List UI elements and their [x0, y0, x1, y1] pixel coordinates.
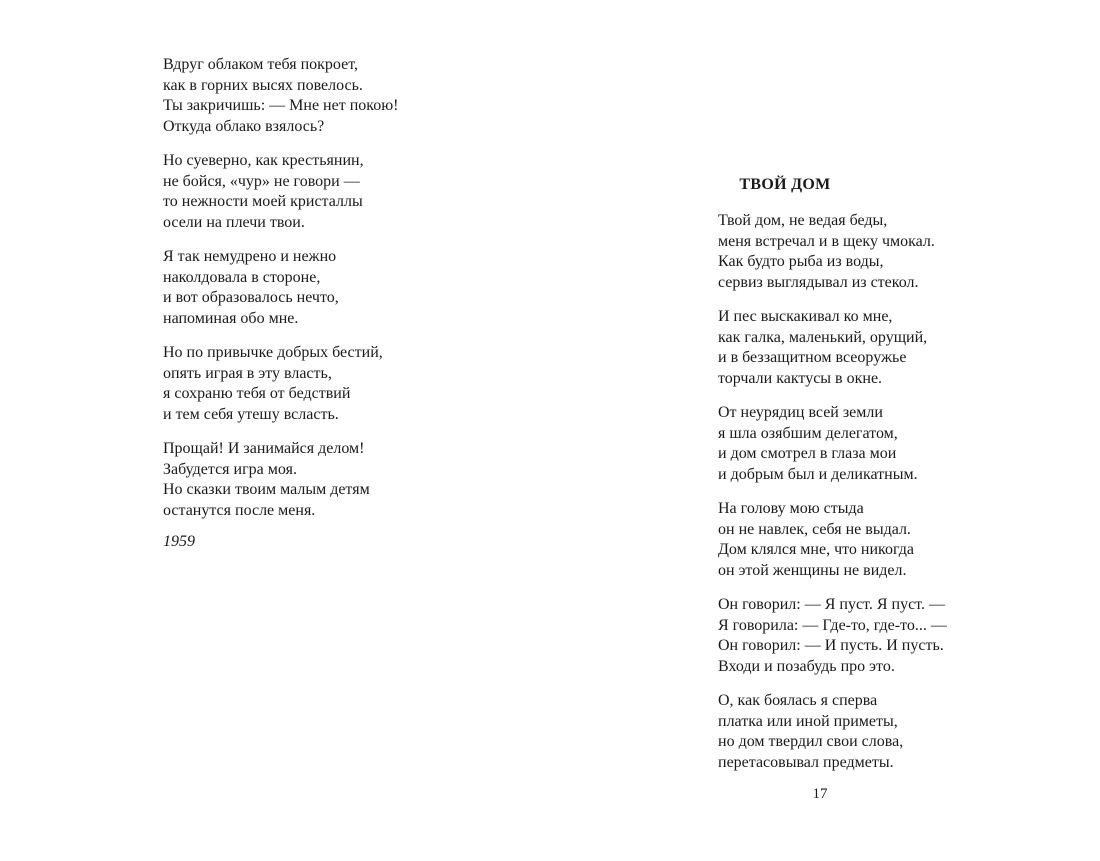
poem-line: Но суеверно, как крестьянин, [163, 152, 364, 169]
poem-line: наколдовала в стороне, [163, 268, 321, 286]
poem-line: О, как боялась я сперва [718, 692, 878, 709]
poem-year: 1959 [163, 533, 195, 550]
poem-line: осели на плечи твои. [163, 213, 305, 231]
stanza [718, 403, 947, 485]
poem-line: и дом смотрел в глаза мои [718, 445, 897, 462]
poem-line: останутся после меня. [163, 501, 316, 519]
poem-line: И пес выскакивал ко мне, [718, 308, 893, 325]
poem-line: Как будто рыба из воды, [718, 253, 884, 270]
poem-line: Я говорила: — Где-то, где-то... — [718, 616, 947, 634]
poem-line: он этой женщины не видел. [718, 561, 907, 579]
page-number: 17 [812, 786, 828, 802]
poem-line: я сохраню тебя от бедствий [163, 385, 351, 402]
poem-line: не бойся, «чур» не говори — [163, 172, 360, 190]
poem-line: Откуда облако взялось? [163, 117, 325, 135]
stanza [163, 151, 399, 233]
right-poem [718, 211, 947, 787]
poem-line: Он говорил: — И пусть. И пусть. [718, 637, 944, 654]
stanza [718, 691, 947, 773]
stanza [163, 343, 399, 425]
poem-line: и добрым был и деликатным. [718, 465, 918, 483]
poem-line: как в горних высях повелось. [163, 76, 363, 94]
stanza [163, 439, 399, 521]
poem-line: Он говорил: — Я пуст. Я пуст. — [718, 596, 945, 613]
poem-line: Входи и позабудь про это. [718, 657, 895, 675]
poem-line: он не навлек, себя не выдал. [718, 520, 911, 538]
poem-line: перетасовывал предметы. [718, 753, 894, 771]
stanza [718, 211, 947, 293]
poem-line: и в беззащитном всеоружье [718, 349, 907, 366]
poem-line: меня встречал и в щеку чмокал. [718, 232, 935, 250]
poem-line: От неурядиц всей земли [718, 404, 883, 421]
poem-line: платка или иной приметы, [718, 712, 898, 730]
poem-line: торчали кактусы в окне. [718, 369, 883, 387]
poem-line: Дом клялся мне, что никогда [718, 541, 915, 558]
poem-line: то нежности моей кристаллы [163, 193, 363, 210]
poem-line: опять играя в эту власть, [163, 364, 332, 382]
poem-line: Прощай! И занимайся делом! [163, 440, 365, 457]
poem-line: На голову мою стыда [718, 500, 864, 517]
poem-line: сервиз выглядывал из стекол. [718, 273, 919, 291]
stanza [163, 55, 399, 137]
right-page [550, 0, 1100, 861]
stanza [718, 595, 947, 677]
stanza [163, 247, 399, 329]
poem-line: Я так немудрено и нежно [163, 248, 337, 265]
poem-line: Но сказки твоим малым детям [163, 481, 370, 498]
poem-line: Ты закричишь: — Мне нет покою! [163, 97, 399, 114]
poem-line: Вдруг облаком тебя покроет, [163, 56, 358, 73]
poem-line: напоминая обо мне. [163, 309, 299, 327]
poem-line: как галка, маленький, орущий, [718, 328, 928, 346]
poem-line: и тем себя утешу всласть. [163, 405, 339, 423]
poem-line: Но по привычке добрых бестий, [163, 344, 383, 361]
stanza [718, 499, 947, 581]
poem-line: я шла озябшим делегатом, [718, 424, 898, 442]
poem-title: ТВОЙ ДОМ [739, 176, 831, 193]
poem-line: но дом твердил свои слова, [718, 733, 904, 750]
poem-line: Твой дом, не ведая беды, [718, 212, 888, 229]
poem-line: Забудется игра моя. [163, 460, 297, 478]
stanza [718, 307, 947, 389]
poem-line: и вот образовалось нечто, [163, 289, 339, 306]
left-poem [163, 55, 399, 553]
